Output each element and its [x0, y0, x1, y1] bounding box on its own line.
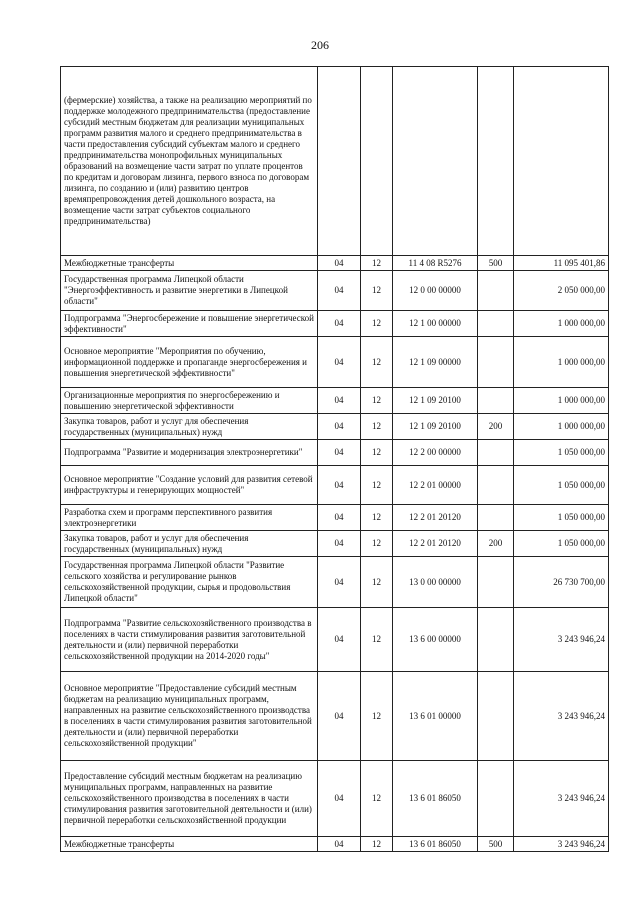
page-number: 206 [311, 38, 329, 52]
row-section: 04 [318, 505, 361, 531]
row-amount: 3 243 946,24 [514, 672, 609, 761]
table-row [61, 440, 609, 466]
table-row [61, 531, 609, 557]
row-name: Основное мероприятие "Создание условий для развития сетевой инфраструктуры и генерирующих мощностей" [61, 466, 318, 505]
row-target-code: 13 6 00 00000 [393, 608, 478, 672]
row-amount: 1 000 000,00 [514, 337, 609, 388]
table-row [61, 466, 609, 505]
row-amount: 3 243 946,24 [514, 608, 609, 672]
table-row [61, 256, 609, 271]
row-section: 04 [318, 311, 361, 337]
row-target-code: 12 2 00 00000 [393, 440, 478, 466]
row-name: Государственная программа Липецкой области "Развитие сельского хозяйства и регулирование рынков сельскохозяйственной продукции, сырья и продовольствия Липецкой области" [61, 557, 318, 608]
row-section: 04 [318, 672, 361, 761]
row-target-code: 12 2 01 20120 [393, 531, 478, 557]
row-name: Предоставление субсидий местным бюджетам на реализацию муниципальных программ, направленных на развитие сельскохозяйственного производства в поселениях в части стимулирования развития заготовительной деятельности и (или) первичной переработки сельскохозяйственной продукции [61, 761, 318, 837]
row-subsection: 12 [361, 608, 393, 672]
row-expense-type [478, 672, 514, 761]
row-name: Подпрограмма "Энергосбережение и повышение энергетической эффективности" [61, 311, 318, 337]
row-section: 04 [318, 271, 361, 311]
row-subsection: 12 [361, 256, 393, 271]
row-amount: 11 095 401,86 [514, 256, 609, 271]
row-section: 04 [318, 557, 361, 608]
table-row [61, 505, 609, 531]
row-expense-type: 500 [478, 256, 514, 271]
row-name: Закупка товаров, работ и услуг для обеспечения государственных (муниципальных) нужд [61, 414, 318, 440]
row-name: Основное мероприятие "Мероприятия по обучению, информационной поддержке и пропаганде энергосбережения и повышения энергетической эффективности" [61, 337, 318, 388]
row-amount: 1 000 000,00 [514, 414, 609, 440]
row-subsection: 12 [361, 837, 393, 852]
row-name: Закупка товаров, работ и услуг для обеспечения государственных (муниципальных) нужд [61, 531, 318, 557]
row-expense-type [478, 761, 514, 837]
row-name: Разработка схем и программ перспективного развития электроэнергетики [61, 505, 318, 531]
row-expense-type [478, 557, 514, 608]
row-target-code: 12 1 00 00000 [393, 311, 478, 337]
row-target-code: 11 4 08 R5276 [393, 256, 478, 271]
row-name: Государственная программа Липецкой области "Энергоэффективность и развитие энергетики в Липецкой области" [61, 271, 318, 311]
row-name: Основное мероприятие "Предоставление субсидий местным бюджетам на реализацию муниципальных программ, направленных на развитие сельскохозяйственного производства в поселениях в части стимулирования развития заготовительной деятельности и (или) первичной переработки сельскохозяйственной продукции" [61, 672, 318, 761]
row-subsection: 12 [361, 311, 393, 337]
table-row [61, 311, 609, 337]
row-expense-type [478, 67, 514, 256]
row-expense-type [478, 388, 514, 414]
row-section: 04 [318, 337, 361, 388]
table-row [61, 271, 609, 311]
row-amount: 1 000 000,00 [514, 311, 609, 337]
row-expense-type [478, 466, 514, 505]
row-amount: 3 243 946,24 [514, 761, 609, 837]
row-subsection: 12 [361, 337, 393, 388]
row-name: Организационные мероприятия по энергосбережению и повышению энергетической эффективности [61, 388, 318, 414]
row-amount: 2 050 000,00 [514, 271, 609, 311]
row-target-code: 13 6 01 86050 [393, 837, 478, 852]
row-expense-type: 200 [478, 531, 514, 557]
row-section: 04 [318, 440, 361, 466]
table-row [61, 414, 609, 440]
row-subsection: 12 [361, 388, 393, 414]
row-expense-type [478, 440, 514, 466]
row-subsection: 12 [361, 440, 393, 466]
row-target-code: 12 2 01 20120 [393, 505, 478, 531]
row-amount [514, 67, 609, 256]
row-subsection: 12 [361, 414, 393, 440]
row-target-code: 12 0 00 00000 [393, 271, 478, 311]
row-amount: 1 000 000,00 [514, 388, 609, 414]
row-section: 04 [318, 531, 361, 557]
row-subsection: 12 [361, 505, 393, 531]
row-amount: 1 050 000,00 [514, 440, 609, 466]
row-subsection [361, 67, 393, 256]
row-expense-type [478, 608, 514, 672]
row-target-code: 12 1 09 20100 [393, 414, 478, 440]
row-section: 04 [318, 466, 361, 505]
row-target-code: 13 0 00 00000 [393, 557, 478, 608]
table-row [61, 672, 609, 761]
row-section: 04 [318, 388, 361, 414]
row-section: 04 [318, 761, 361, 837]
row-target-code [393, 67, 478, 256]
row-name: Подпрограмма "Развитие сельскохозяйственного производства в поселениях в части стимулирования развития заготовительной деятельности и (или) первичной переработки сельскохозяйственной продукции на 2014-2020 годы" [61, 608, 318, 672]
table-row [61, 67, 609, 256]
row-subsection: 12 [361, 761, 393, 837]
row-expense-type [478, 505, 514, 531]
table-row [61, 608, 609, 672]
table-row [61, 837, 609, 852]
table-row [61, 337, 609, 388]
row-section: 04 [318, 256, 361, 271]
row-expense-type: 200 [478, 414, 514, 440]
row-target-code: 12 1 09 20100 [393, 388, 478, 414]
row-subsection: 12 [361, 466, 393, 505]
row-section: 04 [318, 414, 361, 440]
row-target-code: 13 6 01 00000 [393, 672, 478, 761]
table-row [61, 761, 609, 837]
row-expense-type: 500 [478, 837, 514, 852]
row-section [318, 67, 361, 256]
row-section: 04 [318, 837, 361, 852]
row-subsection: 12 [361, 557, 393, 608]
row-amount: 1 050 000,00 [514, 466, 609, 505]
row-name: (фермерские) хозяйства, а также на реализацию мероприятий по поддержке молодежного предпринимательства (предоставление субсидий местным бюджетам для реализации муниципальных программ развития малого и среднего предпринимательства в части предоставления субсидий субъектам малого и среднего предпринимательства монопрофильных муниципальных образований на возмещение части затрат по уплате процентов по кредитам и договорам лизинга, первого взноса по договорам лизинга, по созданию и (или) развитию центров времяпрепровождения детей дошкольного возраста, на возмещение части затрат субъектов социального предпринимательства) [61, 67, 318, 256]
row-amount: 1 050 000,00 [514, 531, 609, 557]
table-row [61, 557, 609, 608]
row-expense-type [478, 337, 514, 388]
budget-table [60, 66, 609, 852]
row-expense-type [478, 311, 514, 337]
table-row [61, 388, 609, 414]
row-subsection: 12 [361, 531, 393, 557]
row-subsection: 12 [361, 271, 393, 311]
row-expense-type [478, 271, 514, 311]
row-name: Подпрограмма "Развитие и модернизация электроэнергетики" [61, 440, 318, 466]
row-amount: 26 730 700,00 [514, 557, 609, 608]
row-section: 04 [318, 608, 361, 672]
row-target-code: 12 2 01 00000 [393, 466, 478, 505]
row-name: Межбюджетные трансферты [61, 256, 318, 271]
row-name: Межбюджетные трансферты [61, 837, 318, 852]
row-amount: 1 050 000,00 [514, 505, 609, 531]
row-amount: 3 243 946,24 [514, 837, 609, 852]
row-target-code: 13 6 01 86050 [393, 761, 478, 837]
row-target-code: 12 1 09 00000 [393, 337, 478, 388]
row-subsection: 12 [361, 672, 393, 761]
